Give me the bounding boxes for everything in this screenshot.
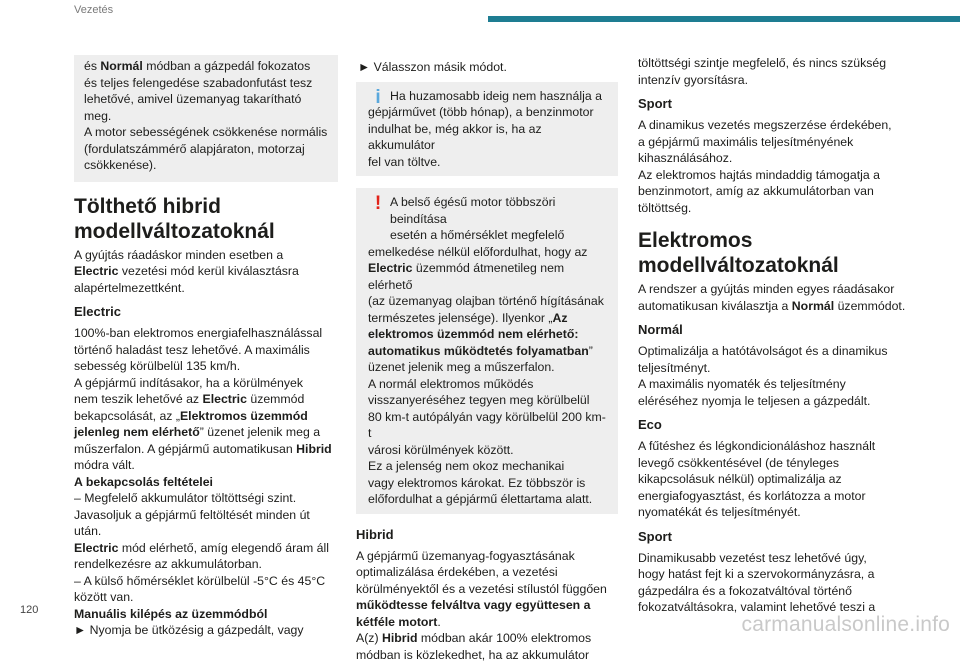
text-line [84,124,328,141]
header-section-title: Vezetés [74,4,113,16]
text: Ha huzamosabb ideig nem használja a [390,89,602,103]
text-line [638,566,908,583]
bold-text: automatikus működtetés folyamatban [368,344,589,358]
bold-text: A bekapcsolás feltételei [74,475,213,489]
text: töltöttségi szintje megfelelő, és nincs szükség [638,56,886,70]
sport-body-1 [638,117,908,216]
text: 100%-ban elektromos energiafelhasználással [74,326,322,340]
text: A belső égésű motor többszöri beindítása [390,195,555,226]
text-line [368,121,608,154]
text-line [74,589,338,606]
text: A normál elektromos működés [368,377,533,391]
text-line [638,183,908,200]
watermark: carmanualsonline.info [742,613,951,637]
text: energiafogyasztást, és korlátozza a motor [638,489,866,503]
text-line [638,488,908,505]
text-line [84,91,328,124]
text-line [638,200,908,217]
text-line [638,504,908,521]
bold-text: Elektromos üzemmód [180,409,308,423]
eco-body [638,438,908,521]
text-line [638,167,908,184]
text-line [356,597,618,614]
warning-note-text [368,194,608,508]
text: A gépjármű üzemanyag-fogyasztásának [356,549,575,563]
info-box-top [74,55,338,182]
text-line [368,194,608,227]
text-line [74,342,338,359]
text: a gépjármű maximális teljesítményének [638,135,853,149]
text: teljesítményt. [638,361,710,375]
text: és [84,59,100,73]
text: Az elektromos hajtás mindaddig támogatja a [638,168,880,182]
text-line [74,490,338,507]
info-icon: i [368,89,388,107]
text: esetén a hőmérséklet megfelelő [390,228,564,242]
bold-text: elektromos üzemmód nem elérhető: [368,327,578,341]
text: A maximális nyomaték és teljesítmény [638,377,846,391]
heading-line: Tölthető hibrid [74,194,338,219]
box-text [84,58,328,174]
text: üzemmód átmenetileg nem elérhető [368,261,564,292]
hybrid-continued [638,55,908,88]
text-line [368,392,608,409]
text-line [368,260,608,293]
column-1 [74,55,338,639]
text-line [74,358,338,375]
text-line [74,408,338,425]
bold-text: Manuális kilépés az üzemmódból [74,607,267,621]
bold-text: Electric [203,392,247,406]
text-line [74,540,338,557]
text-line [638,281,908,298]
section-heading-electric [638,228,908,278]
text: körülményektől és a vezetési stílustól függően [356,582,607,596]
text-line [74,507,338,540]
text: üzenet jelenik meg a műszerfalon. [368,360,555,374]
bold-text: Normál [100,59,142,73]
text-line [638,393,908,410]
text-line [356,630,618,647]
text: . [437,615,440,629]
text-line [74,606,338,623]
text-line [638,55,908,72]
bold-text: Normál [792,299,834,313]
subheading-electric: Electric [74,303,338,320]
text: rendelkezésre az akkumulátorban. [74,557,262,571]
text: módra vált. [74,458,135,472]
text-line [74,247,338,264]
text: között van. [74,590,133,604]
text-line [368,88,608,105]
text: intenzív gyorsításra. [638,73,748,87]
text-line [368,227,608,244]
text: töltöttség. [638,201,691,215]
text: hogy hatást fejt ki a szervokormányzásra, a [638,567,874,581]
text-line [356,647,618,663]
bold-text: Hibrid [382,631,418,645]
text: módban a gázpedál fokozatos [143,59,311,73]
text: visszanyeréséhez tegyen meg körülbelül [368,393,589,407]
text: nyomatékát és teljesítményét. [638,505,801,519]
text-line [84,58,328,75]
text: Optimalizálja a hatótávolságot és a dinamikus [638,344,888,358]
text: vagy elektromos károkat. Ez többször is [368,476,585,490]
text-line [368,376,608,393]
text: ” [589,344,593,358]
text-line [638,72,908,89]
subheading-hybrid: Hibrid [356,526,618,543]
header-accent-bar [488,16,960,22]
text-line [368,343,608,360]
text-line [368,359,608,376]
text-line [638,376,908,393]
text: és teljes felengedése szabadonfutást tesz [84,76,312,90]
text: indulhat be, még akkor is, ha az akkumulátor [368,122,542,153]
text: csökkenése). [84,158,156,172]
text: kihasználásához. [638,151,732,165]
text-line [368,154,608,171]
warning-icon: ! [368,195,388,213]
text: optimalizálása érdekében, a vezetési [356,565,558,579]
text-line [638,134,908,151]
text-line [638,298,908,315]
sport-body-2 [638,550,908,616]
subheading-normal: Normál [638,321,908,338]
text: eléréséhez nyomja le teljesen a gázpedált. [638,394,870,408]
text-line [638,438,908,455]
text: vezetési mód kerül kiválasztásra [118,264,298,278]
bold-text: Az [553,311,568,325]
text-line [638,471,908,488]
text-line [74,441,338,458]
heading-line: Elektromos [638,228,908,253]
text: (az üzemanyag olajban történő hígításának [368,294,604,308]
column-3 [638,55,908,616]
text-line [74,375,338,392]
text-line [356,614,618,631]
text: automatikusan kiválasztja a [638,299,792,313]
text-line [368,442,608,459]
bold-text: működtesse felváltva vagy együttesen a [356,598,590,612]
text-line [74,424,338,441]
text: – Megfelelő akkumulátor töltöttségi szint. [74,491,296,505]
text: emelkedése nélkül előfordulhat, hogy az [368,245,587,259]
text-line [368,409,608,442]
bold-text: Electric [74,264,118,278]
text-line [368,491,608,508]
bold-text: kétféle motort [356,615,437,629]
subheading-sport-1: Sport [638,95,908,112]
text: üzemmódot. [834,299,905,313]
text: Javasoljuk a gépjármű feltöltését minden út után. [74,508,310,539]
select-other-mode: ► Válasszon másik módot. [356,59,618,76]
text-line [356,564,618,581]
text-line [638,343,908,360]
text: előfordulhat a gépjármű élettartama alatt. [368,492,592,506]
text: módban is közlekedhet, ha az akkumulátor [356,648,589,662]
text: A gépjármű indításakor, ha a körülmények [74,376,303,390]
text-line [638,360,908,377]
subheading-eco: Eco [638,416,908,433]
text: A fűtéshez és légkondicionáláshoz használt [638,439,875,453]
bold-text: Electric [74,541,118,555]
text: Ez a jelenség nem okoz mechanikai [368,459,564,473]
text-line [74,457,338,474]
text: bekapcsolását, az „ [74,409,180,423]
text-line [638,550,908,567]
text-line [368,244,608,261]
text: ” üzenet jelenik meg a [200,425,320,439]
text: kikapcsolásuk nélkül) optimalizálja az [638,472,842,486]
text: 80 km-t autópályán vagy körülbelül 200 km-t [368,410,606,441]
text: benzinmotort, amíg az akkumulátorban van [638,184,874,198]
heading-line: modellváltozatoknál [638,253,908,278]
text: ► Nyomja be ütközésig a gázpedált, vagy [74,623,304,637]
heading-line: modellváltozatoknál [74,219,338,244]
text-line [74,280,338,297]
text: városi körülmények között. [368,443,514,457]
text-line [356,581,618,598]
text-line [74,474,338,491]
text-line [84,141,328,158]
bold-text: Electric [368,261,412,275]
electric-intro [638,281,908,314]
section-heading-plugin-hybrid [74,194,338,244]
text: mód elérhető, amíg elegendő áram áll [118,541,329,555]
text: – A külső hőmérséklet körülbelül -5°C és 45°C [74,574,325,588]
text: fokozatváltásokra, valamint lehetővé teszi a [638,600,875,614]
text-line [368,458,608,475]
text-line [368,293,608,310]
electric-body [74,325,338,639]
bold-text: jelenleg nem elérhető [74,425,200,439]
text: fel van töltve. [368,155,440,169]
text: alapértelmezettként. [74,281,185,295]
info-note [356,82,618,177]
text: A dinamikus vezetés megszerzése érdekében, [638,118,892,132]
text-line [638,583,908,600]
info-note-text [368,88,608,171]
text: természetes jelensége). Ilyenkor „ [368,311,553,325]
text-line [84,75,328,92]
column-2 [356,55,618,663]
text-line [368,104,608,121]
text-line [638,150,908,167]
text-line [74,622,338,639]
text-line [356,548,618,565]
text-line [638,117,908,134]
text: módban akár 100% elektromos [418,631,592,645]
text: (fordulatszámmérő alapjáraton, motorzaj [84,142,305,156]
text-line [368,310,608,327]
warning-note [356,188,618,514]
intro-paragraph [74,247,338,297]
hybrid-body [356,548,618,663]
subheading-sport-2: Sport [638,528,908,545]
text-line [638,455,908,472]
normal-body [638,343,908,409]
text-line [74,391,338,408]
bold-text: Hibrid [296,442,332,456]
text: sebesség körülbelül 135 km/h. [74,359,240,373]
text-line [74,573,338,590]
text-line [74,325,338,342]
text-line [368,326,608,343]
text: levegő csökkentésével (de tényleges [638,456,839,470]
text: nem teszik lehetővé az [74,392,203,406]
text: gépjárművet (több hónap), a benzinmotor [368,105,594,119]
text: A gyújtás ráadáskor minden esetben a [74,248,283,262]
text: A motor sebességének csökkenése normális [84,125,327,139]
text-line [368,475,608,492]
text: Dinamikusabb vezetést tesz lehetővé úgy, [638,551,867,565]
text-line [84,157,328,174]
text-line [74,263,338,280]
text: műszerfalon. A gépjármű automatikusan [74,442,296,456]
text: gázpedálra és a fokozatváltóval történő [638,584,852,598]
page-number: 120 [20,604,38,616]
text: A rendszer a gyújtás minden egyes ráadásakor [638,282,894,296]
text-line [74,556,338,573]
text: történő haladást tesz lehetővé. A maximális [74,343,310,357]
text: A(z) [356,631,382,645]
text: üzemmód [247,392,304,406]
text: lehetővé, amivel üzemanyag takarítható meg. [84,92,301,123]
